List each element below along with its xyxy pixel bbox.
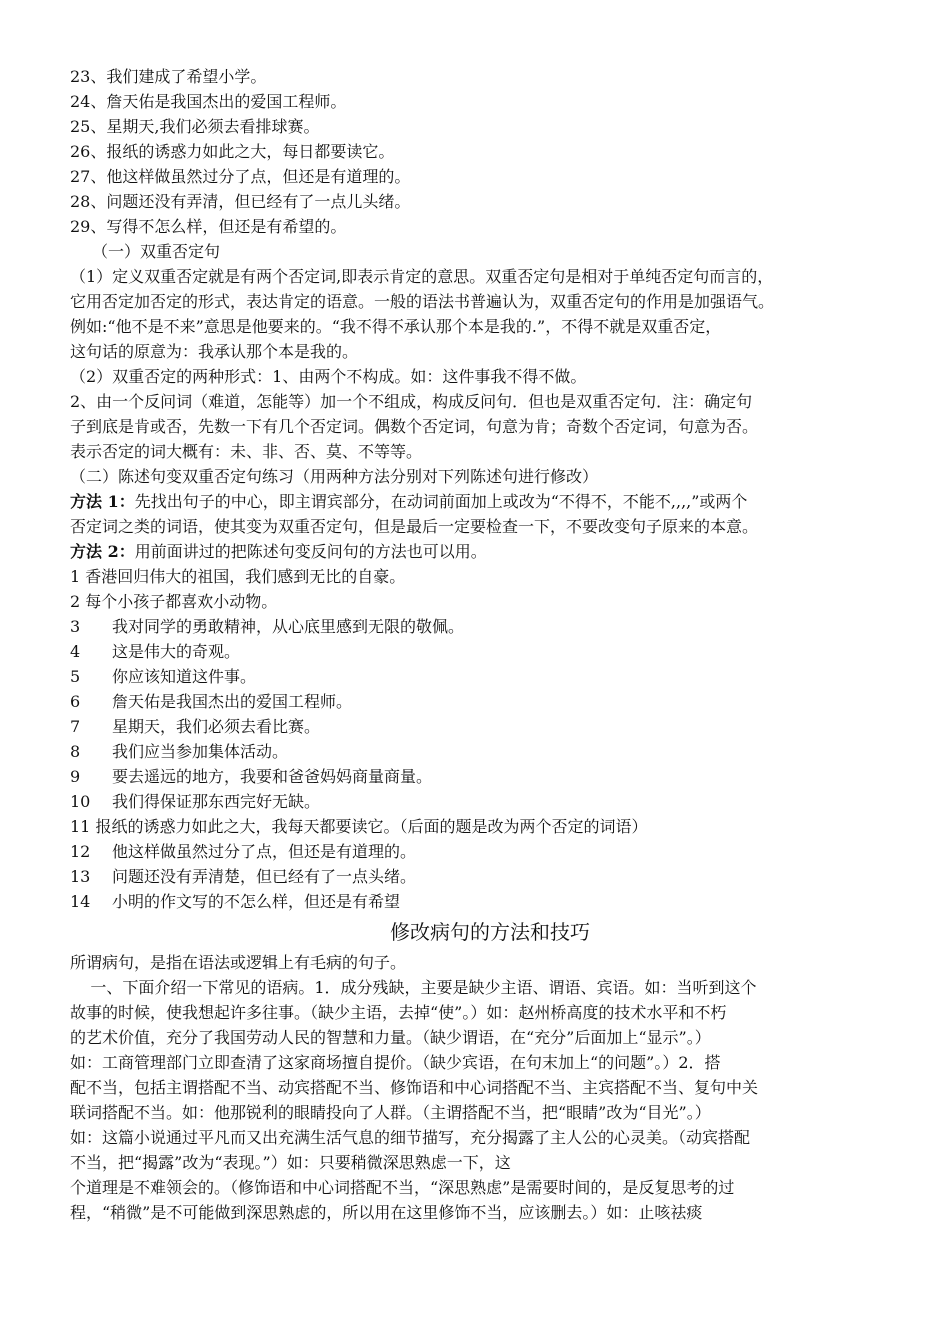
forms-line: 表示否定的词大概有：未、非、否、莫、不等等。 (70, 442, 423, 461)
exercise-number: 8 (70, 742, 81, 761)
exercise-number: 14 (70, 892, 91, 911)
exercise-item (70, 739, 910, 764)
exercise-text: 我们应当参加集体活动。 (112, 742, 289, 761)
section-double-negative (70, 239, 910, 464)
list-item: 27、他这样做虽然过分了点，但还是有道理的。 (70, 167, 411, 186)
section-sentence-correction (70, 916, 910, 1225)
exercise-number: 5 (70, 667, 81, 686)
definition-line: 例如:“他不是不来”意思是他要来的。“我不得不承认那个本是我的.”，不得不就是双重否定， (70, 317, 722, 336)
exercise-text: 詹天佑是我国杰出的爱国工程师。 (112, 692, 353, 711)
top-sentence-list (70, 64, 910, 239)
definition-line: 它用否定加否定的形式，表达肯定的语意。一般的语法书普遍认为，双重否定句的作用是加强语气。 (70, 292, 775, 311)
body-line: 程，“稍微”是不可能做到深思熟虑的，所以用在这里修饰不当，应该删去。）如：止咳祛痰 (70, 1203, 703, 1222)
exercise-text: 我对同学的勇敢精神，从心底里感到无限的敬佩。 (112, 617, 465, 636)
section-heading: （二）陈述句变双重否定句练习（用两种方法分别对下列陈述句进行修改） (70, 467, 599, 486)
forms-line: （2）双重否定的两种形式：1、由两个不构成。如：这件事我不得不做。 (70, 367, 587, 386)
intro-line: 所谓病句，是指在语法或逻辑上有毛病的句子。 (70, 953, 407, 972)
exercise-item: 1 香港回归伟大的祖国，我们感到无比的自豪。 (70, 567, 406, 586)
exercise-item (70, 689, 910, 714)
exercise-item (70, 714, 910, 739)
body-line: 的艺术价值，充分了我国劳动人民的智慧和力量。（缺少谓语，在“充分”后面加上“显示”。） (70, 1028, 711, 1047)
method-1-line (70, 489, 910, 514)
exercise-number: 10 (70, 792, 91, 811)
body-line: 个道理是不难领会的。（修饰语和中心词搭配不当，“深思熟虑”是需要时间的，是反复思考的过 (70, 1178, 735, 1197)
definition-line: （1）定义双重否定就是有两个否定词,即表示肯定的意思。双重否定句是相对于单纯否定句而言的， (70, 267, 774, 286)
exercise-number: 9 (70, 767, 81, 786)
exercise-item (70, 789, 910, 814)
definition-line: 这句话的原意为：我承认那个本是我的。 (70, 342, 359, 361)
method-1-line-2: 否定词之类的词语，使其变为双重否定句，但是最后一定要检查一下，不要改变句子原来的本意。 (70, 517, 759, 536)
body-line: 配不当，包括主谓搭配不当、动宾搭配不当、修饰语和中心词搭配不当、主宾搭配不当、复句中关 (70, 1078, 759, 1097)
method-2-text: 用前面讲过的把陈述句变反问句的方法也可以用。 (134, 542, 487, 561)
body-line: 如：工商管理部门立即查清了这家商场擅自提价。（缺少宾语，在句末加上“的问题”。）2．搭 (70, 1053, 721, 1072)
section-exercises (70, 464, 910, 914)
list-item: 26、报纸的诱惑力如此之大，每日都要读它。 (70, 142, 395, 161)
body-line: 如：这篇小说通过平凡而又出充满生活气息的细节描写，充分揭露了主人公的心灵美。（动宾搭配 (70, 1128, 751, 1147)
body-line: 一、下面介绍一下常见的语病。1．成分残缺，主要是缺少主语、谓语、宾语。如：当听到这个 (70, 978, 757, 997)
method-2-line (70, 539, 910, 564)
exercise-item: 2 每个小孩子都喜欢小动物。 (70, 592, 278, 611)
exercise-number: 13 (70, 867, 91, 886)
exercise-item (70, 764, 910, 789)
exercise-text: 我们得保证那东西完好无缺。 (112, 792, 321, 811)
body-line: 不当，把“揭露”改为“表现。”）如：只要稍微深思熟虑一下，这 (70, 1153, 511, 1172)
exercise-number: 7 (70, 717, 81, 736)
exercise-text: 星期天，我们必须去看比赛。 (112, 717, 321, 736)
exercise-text: 你应该知道这件事。 (112, 667, 257, 686)
body-line: 故事的时候，使我想起许多往事。（缺少主语，去掉“使”。）如：赵州桥高度的技术水平和不朽 (70, 1003, 727, 1022)
list-item: 24、詹天佑是我国杰出的爱国工程师。 (70, 92, 347, 111)
method-1-text: 先找出句子的中心，即主谓宾部分，在动词前面加上或改为“不得不，不能不,,,,”或两个 (134, 492, 748, 511)
exercise-item: 11 报纸的诱惑力如此之大，我每天都要读它。（后面的题是改为两个否定的词语） (70, 817, 648, 836)
exercise-item (70, 839, 910, 864)
page-title: 修改病句的方法和技巧 (390, 920, 590, 944)
method-1-label: 方法 1： (70, 492, 135, 511)
list-item: 25、星期天,我们必须去看排球赛。 (70, 117, 320, 136)
exercise-item (70, 889, 910, 914)
exercise-number: 12 (70, 842, 91, 861)
list-item: 23、我们建成了希望小学。 (70, 67, 267, 86)
exercise-item (70, 639, 910, 664)
section-heading: （一）双重否定句 (92, 242, 221, 261)
exercise-text: 小明的作文写的不怎么样，但还是有希望 (112, 892, 401, 911)
forms-line: 2、由一个反问词（难道，怎能等）加一个不组成，构成反问句．但也是双重否定句．注：确定句 (70, 392, 753, 411)
exercise-text: 问题还没有弄清楚，但已经有了一点头绪。 (112, 867, 417, 886)
exercise-number: 6 (70, 692, 81, 711)
exercise-item (70, 864, 910, 889)
exercise-text: 要去遥远的地方，我要和爸爸妈妈商量商量。 (112, 767, 433, 786)
document-page (70, 64, 910, 1225)
exercise-item (70, 664, 910, 689)
list-item: 29、写得不怎么样，但还是有希望的。 (70, 217, 347, 236)
exercise-number: 3 (70, 617, 81, 636)
forms-line: 子到底是肯或否，先数一下有几个否定词。偶数个否定词，句意为肯；奇数个否定词，句意为否。 (70, 417, 759, 436)
exercise-text: 这是伟大的奇观。 (112, 642, 241, 661)
body-line: 联词搭配不当。如：他那锐利的眼睛投向了人群。（主谓搭配不当，把“眼睛”改为“目光”。） (70, 1103, 711, 1122)
exercise-item (70, 614, 910, 639)
method-2-label: 方法 2： (70, 542, 135, 561)
exercise-text: 他这样做虽然过分了点，但还是有道理的。 (112, 842, 417, 861)
list-item: 28、问题还没有弄清，但已经有了一点儿头绪。 (70, 192, 411, 211)
exercise-number: 4 (70, 642, 81, 661)
